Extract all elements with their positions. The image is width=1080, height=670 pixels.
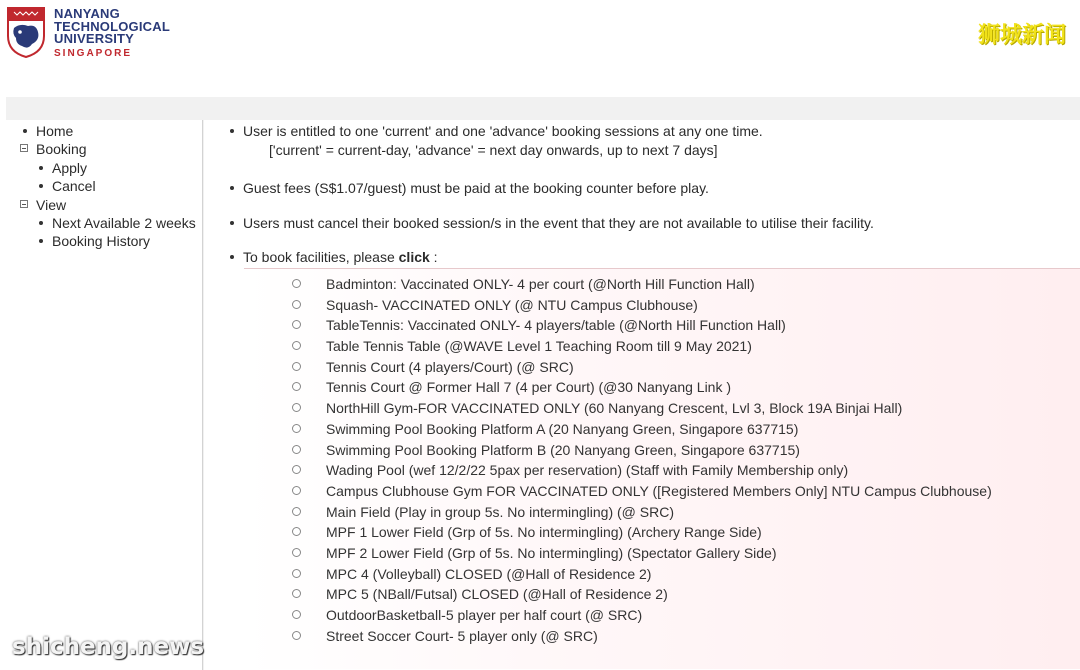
university-name-line1: NANYANG (54, 6, 120, 21)
note-book-facilities (230, 248, 1080, 267)
facility-label[interactable]: MPC 5 (NBall/Futsal) CLOSED (@Hall of Residence 2) (326, 586, 668, 603)
booking-notes (230, 122, 1080, 267)
facility-option[interactable] (244, 377, 1080, 398)
radio-button[interactable] (292, 631, 301, 640)
note-guest-fees (230, 179, 1080, 198)
note-entitlement (230, 122, 1080, 159)
bullet-icon (39, 166, 43, 170)
collapse-toggle-icon[interactable] (20, 200, 28, 208)
main-content (204, 120, 1080, 670)
page-header (0, 0, 1080, 96)
radio-button[interactable] (292, 527, 301, 536)
facility-option[interactable] (244, 336, 1080, 357)
click-link[interactable]: click (398, 249, 430, 265)
university-name-line4: SINGAPORE (54, 47, 133, 59)
bullet-icon (39, 239, 43, 243)
bullet-icon (23, 129, 27, 133)
radio-button[interactable] (292, 300, 301, 309)
bullet-icon (39, 221, 43, 225)
facility-label[interactable]: MPF 1 Lower Field (Grp of 5s. No intermingling) (Archery Range Side) (326, 524, 762, 541)
radio-button[interactable] (292, 507, 301, 516)
facility-label[interactable]: Street Soccer Court- 5 player only (@ SRC) (326, 627, 598, 644)
facility-label[interactable]: Squash- VACCINATED ONLY (@ NTU Campus Clubhouse) (326, 296, 698, 313)
facility-option[interactable] (244, 357, 1080, 378)
facility-option[interactable] (244, 460, 1080, 481)
radio-button[interactable] (292, 569, 301, 578)
radio-button[interactable] (292, 486, 301, 495)
facility-option[interactable] (244, 398, 1080, 419)
facility-label[interactable]: MPF 2 Lower Field (Grp of 5s. No intermingling) (Spectator Gallery Side) (326, 544, 777, 561)
note-entitlement-line2: ['current' = current-day, 'advance' = next day onwards, up to next 7 days] (269, 141, 718, 158)
facility-label[interactable]: Swimming Pool Booking Platform B (20 Nanyang Green, Singapore 637715) (326, 441, 800, 458)
facility-selection-panel (244, 268, 1080, 669)
radio-button[interactable] (292, 341, 301, 350)
facility-option[interactable] (244, 315, 1080, 336)
facility-option[interactable] (244, 605, 1080, 626)
facility-option[interactable] (244, 502, 1080, 523)
note-cancel-policy-text: Users must cancel their booked session/s in the event that they are not available to utilise their facility. (243, 214, 874, 231)
university-wordmark (54, 8, 170, 60)
facility-label[interactable]: Tennis Court @ Former Hall 7 (4 per Court) (@30 Nanyang Link ) (326, 379, 732, 396)
facility-option[interactable] (244, 626, 1080, 647)
facility-label[interactable]: Campus Clubhouse Gym FOR VACCINATED ONLY ([Registered Members Only] NTU Campus Clubhouse) (326, 482, 992, 499)
facility-option[interactable] (244, 584, 1080, 605)
facility-option[interactable] (244, 295, 1080, 316)
facility-option[interactable] (244, 419, 1080, 440)
facility-option[interactable] (244, 440, 1080, 461)
facility-radio-list (244, 274, 1080, 646)
radio-button[interactable] (292, 403, 301, 412)
facility-label[interactable]: Tennis Court (4 players/Court) (@ SRC) (326, 358, 574, 375)
university-name-line3: UNIVERSITY (54, 31, 135, 46)
facility-option[interactable] (244, 274, 1080, 295)
facility-label[interactable]: TableTennis: Vaccinated ONLY- 4 players/table (@North Hill Function Hall) (326, 317, 786, 334)
facility-label[interactable]: Swimming Pool Booking Platform A (20 Nanyang Green, Singapore 637715) (326, 420, 799, 437)
sidebar-item-label[interactable]: Next Available 2 weeks (52, 214, 196, 231)
note-guest-fees-text: Guest fees (S$1.07/guest) must be paid at the booking counter before play. (243, 180, 709, 196)
collapse-toggle-icon[interactable] (20, 144, 28, 152)
ntu-crest-logo (6, 6, 46, 58)
sidebar-item-label[interactable]: Booking History (52, 233, 151, 250)
facility-label[interactable]: Main Field (Play in group 5s. No intermingling) (@ SRC) (326, 503, 674, 520)
bullet-icon (39, 184, 43, 188)
facility-label[interactable]: Badminton: Vaccinated ONLY- 4 per court (@North Hill Function Hall) (326, 276, 755, 292)
watermark-top: 狮城新闻 (977, 23, 1066, 48)
radio-button[interactable] (292, 610, 301, 619)
radio-button[interactable] (292, 382, 301, 391)
note-book-suffix: : (429, 249, 438, 265)
note-book-prefix: To book facilities, please (243, 249, 399, 265)
university-name-line2: TECHNOLOGICAL (54, 18, 170, 34)
facility-option[interactable] (244, 481, 1080, 502)
note-cancel-policy (230, 214, 1080, 233)
radio-button[interactable] (292, 279, 301, 288)
sidebar (6, 120, 203, 670)
sidebar-item-label[interactable]: Cancel (52, 178, 96, 195)
radio-button[interactable] (292, 424, 301, 433)
radio-button[interactable] (292, 362, 301, 371)
facility-option[interactable] (244, 522, 1080, 543)
facility-option[interactable] (244, 564, 1080, 585)
watermark-bottom: shicheng.news (12, 634, 205, 660)
facility-label[interactable]: OutdoorBasketball-5 player per half court (@ SRC) (326, 607, 643, 623)
radio-button[interactable] (292, 465, 301, 474)
facility-label[interactable]: Wading Pool (wef 12/2/22 5pax per reservation) (Staff with Family Membership only) (326, 462, 849, 479)
facility-label[interactable]: NorthHill Gym-FOR VACCINATED ONLY (60 Nanyang Crescent, Lvl 3, Block 19A Binjai Hall) (326, 400, 903, 417)
note-entitlement-line1: User is entitled to one 'current' and one 'advance' booking sessions at any one time. (243, 123, 763, 139)
radio-button[interactable] (292, 445, 301, 454)
sidebar-item-label[interactable]: View (36, 196, 67, 213)
sidebar-item-label[interactable]: Apply (52, 159, 88, 176)
sidebar-item-label[interactable]: Home (36, 123, 74, 139)
radio-button[interactable] (292, 320, 301, 329)
sidebar-item-label[interactable]: Booking (36, 141, 87, 158)
facility-label[interactable]: MPC 4 (Volleyball) CLOSED (@Hall of Residence 2) (326, 565, 652, 582)
radio-button[interactable] (292, 548, 301, 557)
facility-label[interactable]: Table Tennis Table (@WAVE Level 1 Teaching Room till 9 May 2021) (326, 338, 752, 355)
facility-option[interactable] (244, 543, 1080, 564)
radio-button[interactable] (292, 589, 301, 598)
